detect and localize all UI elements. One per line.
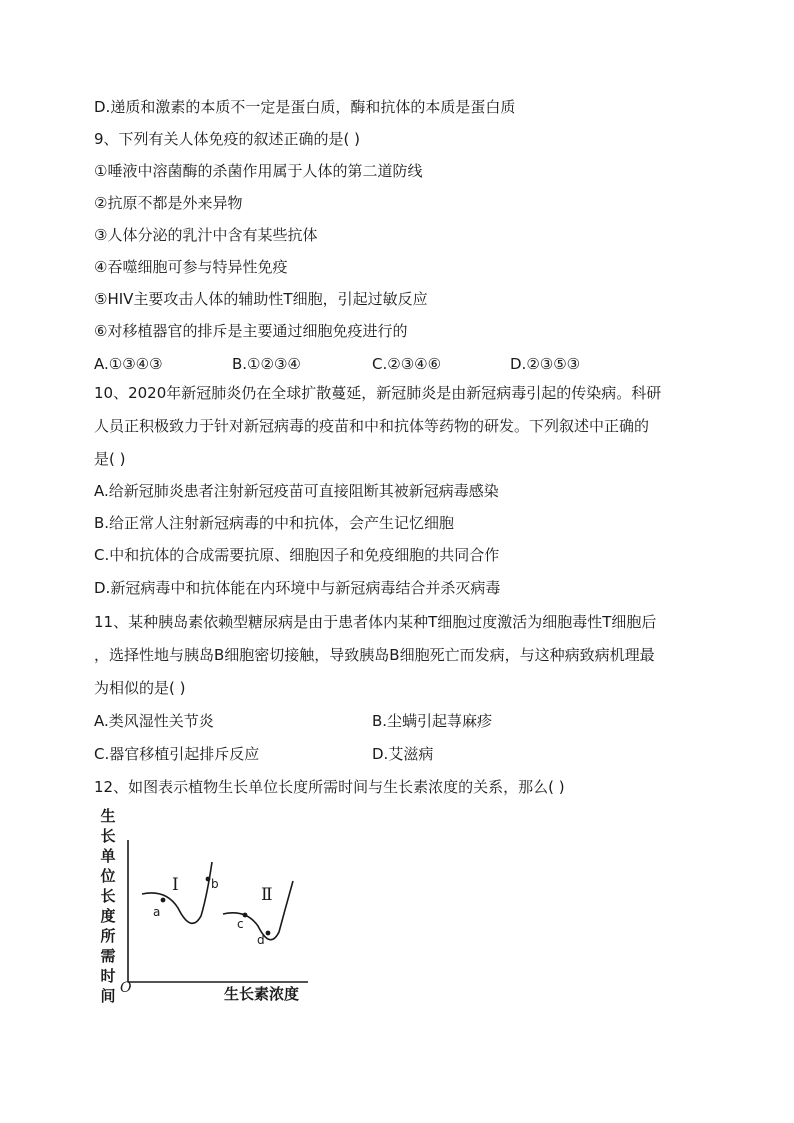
q9-statement-3: ③人体分泌的乳汁中含有某些抗体 bbox=[94, 226, 318, 244]
curve-2 bbox=[223, 881, 293, 940]
point-d-marker bbox=[266, 931, 271, 936]
q9-statement-2: ②抗原不都是外来异物 bbox=[94, 194, 243, 212]
q9-option-d: D.②③⑤③ bbox=[510, 355, 581, 373]
q9-option-c: C.②③④⑥ bbox=[372, 355, 442, 373]
point-a-label: a bbox=[153, 905, 161, 919]
q9-statement-6: ⑥对移植器官的排斥是主要通过细胞免疫进行的 bbox=[94, 322, 408, 340]
point-a-marker bbox=[161, 898, 166, 903]
q9-statement-5: ⑤HIV主要攻击人体的辅助性T细胞，引起过敏反应 bbox=[94, 290, 428, 308]
q10-option-b: B.给正常人注射新冠病毒的中和抗体，会产生记忆细胞 bbox=[94, 514, 455, 532]
q10-option-c: C.中和抗体的合成需要抗原、细胞因子和免疫细胞的共同合作 bbox=[94, 546, 500, 564]
q11-option-b: B.尘螨引起荨麻疹 bbox=[372, 712, 493, 730]
q12-stem: 12、如图表示植物生长单位长度所需时间与生长素浓度的关系，那么( ) bbox=[94, 778, 565, 796]
figure-y-axis-label: 生长单位长度所需时间 bbox=[100, 807, 116, 1005]
auxin-growth-figure bbox=[98, 806, 323, 1006]
point-d-label: d bbox=[257, 933, 265, 947]
q11-option-d: D.艾滋病 bbox=[372, 745, 434, 763]
q10-stem-line-2: 人员正积极致力于针对新冠病毒的疫苗和中和抗体等药物的研发。下列叙述中正确的 bbox=[94, 417, 650, 435]
q9-statement-1: ①唾液中溶菌酶的杀菌作用属于人体的第二道防线 bbox=[94, 162, 423, 180]
q11-option-a: A.类风湿性关节炎 bbox=[94, 712, 214, 730]
q9-option-a: A.①③④③ bbox=[94, 355, 163, 373]
q11-stem-line-2: ，选择性地与胰岛B细胞密切接触，导致胰岛B细胞死亡而发病，与这种病致病机理最 bbox=[94, 646, 655, 664]
q10-stem-line-1: 10、2020年新冠肺炎仍在全球扩散蔓延，新冠肺炎是由新冠病毒引起的传染病。科研 bbox=[94, 384, 662, 402]
q11-option-c: C.器官移植引起排斥反应 bbox=[94, 745, 260, 763]
point-b-marker bbox=[206, 877, 211, 882]
figure-x-axis-label: 生长素浓度 bbox=[224, 985, 300, 1003]
q11-stem-line-3: 为相似的是( ) bbox=[94, 679, 186, 697]
point-c-label: c bbox=[237, 917, 244, 931]
q10-option-d: D.新冠病毒中和抗体能在内环境中与新冠病毒结合并杀灭病毒 bbox=[94, 579, 501, 597]
q8-option-d: D.递质和激素的本质不一定是蛋白质，酶和抗体的本质是蛋白质 bbox=[94, 98, 516, 116]
q9-statement-4: ④吞噬细胞可参与特异性免疫 bbox=[94, 258, 288, 276]
curve-1-label: Ⅰ bbox=[172, 875, 179, 895]
q9-option-b: B.①②③④ bbox=[232, 355, 301, 373]
figure-graph bbox=[98, 806, 323, 1006]
q10-stem-line-3: 是( ) bbox=[94, 450, 126, 468]
q10-option-a: A.给新冠肺炎患者注射新冠疫苗可直接阻断其被新冠病毒感染 bbox=[94, 482, 499, 500]
q9-stem: 9、下列有关人体免疫的叙述正确的是( ) bbox=[94, 130, 361, 148]
q11-stem-line-1: 11、某种胰岛素依赖型糖尿病是由于患者体内某种T细胞过度激活为细胞毒性T细胞后 bbox=[94, 613, 657, 631]
origin-label: O bbox=[120, 980, 132, 996]
point-b-label: b bbox=[211, 877, 219, 891]
curve-2-label: Ⅱ bbox=[261, 885, 273, 905]
